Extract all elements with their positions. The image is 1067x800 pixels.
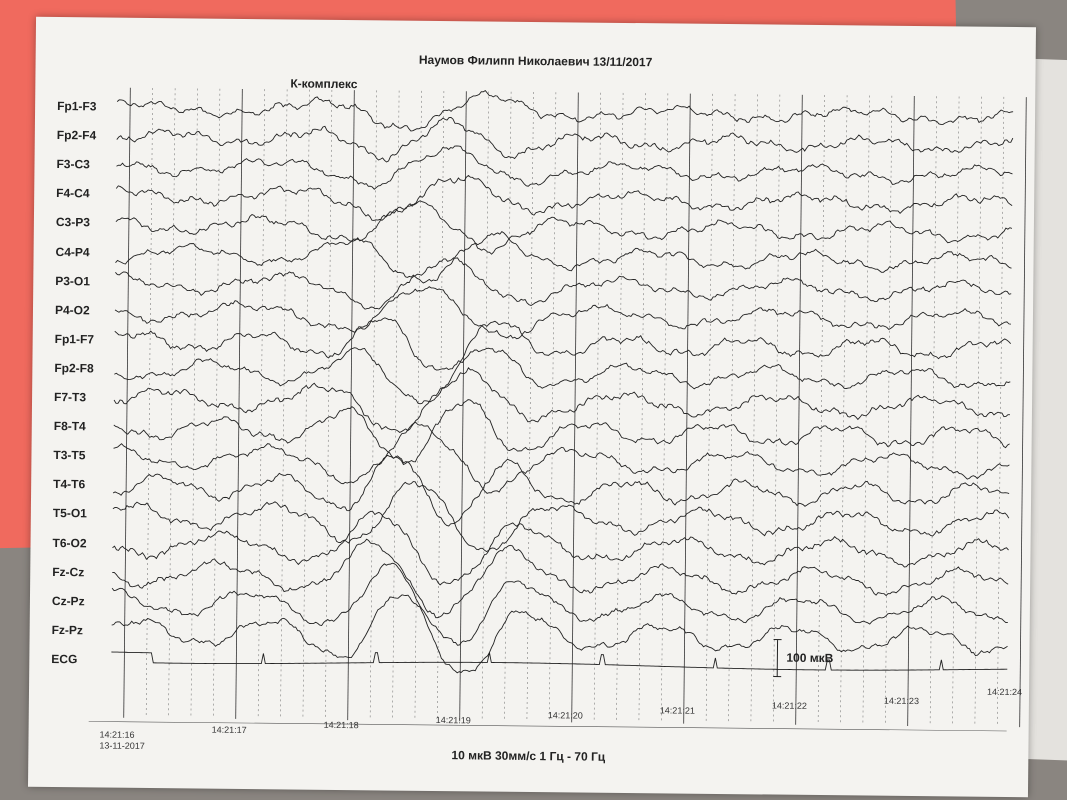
fine-gridline bbox=[616, 93, 623, 723]
time-tick-label bbox=[548, 710, 583, 721]
eeg-trace bbox=[116, 172, 1012, 227]
eeg-trace bbox=[112, 560, 1009, 651]
second-gridline bbox=[348, 90, 355, 720]
channel-label: C3-P3 bbox=[55, 215, 90, 230]
fine-gridline bbox=[213, 89, 220, 719]
fine-gridline bbox=[281, 89, 288, 719]
eeg-trace bbox=[113, 419, 1010, 498]
channel-label: T6-O2 bbox=[52, 535, 87, 550]
channel-label: Fp2-F8 bbox=[54, 360, 94, 376]
fine-gridline bbox=[863, 96, 870, 726]
fine-gridline bbox=[818, 95, 825, 725]
fine-gridline bbox=[706, 94, 713, 724]
channel-label: Fp2-F4 bbox=[56, 128, 97, 143]
eeg-trace bbox=[113, 452, 1010, 531]
channel-label: T5-O1 bbox=[52, 506, 87, 521]
second-gridline bbox=[908, 96, 915, 726]
time-tick-time: 14:21:18 bbox=[323, 719, 359, 731]
eeg-trace bbox=[112, 537, 1009, 624]
fine-gridline bbox=[751, 94, 758, 724]
time-tick-time: 14:21:20 bbox=[547, 710, 583, 721]
eeg-trace bbox=[113, 478, 1010, 557]
channel-label: Fz-Pz bbox=[51, 622, 84, 638]
channel-label: ECG bbox=[51, 651, 78, 667]
time-tick-time: 14:21:23 bbox=[883, 695, 920, 707]
second-gridline bbox=[1020, 97, 1027, 727]
channel-label: T4-T6 bbox=[53, 477, 86, 492]
fine-gridline bbox=[370, 90, 377, 720]
fine-gridline bbox=[437, 91, 444, 721]
patient-title: Наумов Филипп Николаевич 13/11/2017 bbox=[418, 52, 653, 70]
eeg-trace bbox=[117, 87, 1013, 138]
eeg-trace bbox=[111, 592, 1008, 679]
fine-gridline bbox=[773, 95, 780, 725]
fine-gridline bbox=[952, 96, 959, 726]
time-tick-date: 13-11-2017 bbox=[99, 740, 145, 751]
time-tick-label bbox=[324, 720, 359, 731]
fine-gridline bbox=[505, 92, 512, 722]
scale-bar-label: 100 мкВ bbox=[786, 650, 834, 666]
channel-label: Fp1-F7 bbox=[54, 331, 95, 347]
eeg-trace bbox=[113, 396, 1010, 471]
fine-gridline bbox=[146, 88, 153, 718]
second-gridline bbox=[684, 94, 691, 724]
ecg-trace bbox=[111, 649, 1007, 672]
recording-settings: 10 мкВ 30мм/с 1 Гц - 70 Гц bbox=[451, 748, 606, 764]
fine-gridline bbox=[191, 88, 198, 718]
second-gridline bbox=[460, 91, 467, 721]
eeg-trace bbox=[114, 344, 1011, 410]
fine-gridline bbox=[594, 93, 601, 723]
k-complex-annotation: К-комплекс bbox=[290, 76, 358, 92]
scale-bar bbox=[773, 640, 781, 677]
channel-label: Fz-Cz bbox=[52, 564, 85, 579]
time-tick-label bbox=[212, 725, 247, 736]
fine-gridline bbox=[415, 91, 422, 721]
channel-label: F3-C3 bbox=[56, 157, 90, 172]
channel-label: F7-T3 bbox=[54, 389, 87, 405]
time-tick-time: 14:21:16 bbox=[99, 729, 135, 740]
eeg-trace bbox=[112, 509, 1009, 591]
time-tick-time: 14:21:21 bbox=[659, 705, 695, 716]
eeg-printout bbox=[28, 17, 1036, 797]
fine-gridline bbox=[975, 97, 982, 727]
eeg-trace bbox=[116, 142, 1012, 196]
channel-label: T3-T5 bbox=[53, 448, 86, 463]
fine-gridline bbox=[325, 90, 332, 720]
time-tick-time: 14:21:22 bbox=[771, 700, 807, 711]
eeg-trace bbox=[117, 114, 1013, 169]
time-tick-time: 14:21:17 bbox=[211, 724, 247, 736]
channel-label: C4-P4 bbox=[55, 244, 90, 259]
eeg-traces bbox=[28, 17, 1036, 797]
second-gridline bbox=[236, 89, 243, 719]
eeg-trace bbox=[116, 198, 1013, 260]
eeg-trace bbox=[114, 315, 1010, 376]
time-tick-time: 14:21:24 bbox=[986, 686, 1023, 698]
eeg-trace bbox=[115, 283, 1011, 343]
fine-gridline bbox=[169, 88, 176, 718]
channel-label: P4-O2 bbox=[54, 302, 90, 318]
fine-gridline bbox=[885, 96, 892, 726]
time-tick-label bbox=[987, 687, 1022, 698]
channel-label: F8-T4 bbox=[53, 419, 86, 434]
fine-gridline bbox=[393, 91, 400, 721]
fine-gridline bbox=[303, 90, 310, 720]
time-tick-label bbox=[436, 715, 471, 726]
time-tick-label bbox=[660, 705, 695, 716]
channel-label: F4-C4 bbox=[56, 186, 90, 201]
channel-label: Fp1-F3 bbox=[57, 99, 97, 114]
time-tick-label bbox=[884, 696, 919, 707]
fine-gridline bbox=[840, 95, 847, 725]
channel-label: Cz-Pz bbox=[51, 593, 85, 609]
channel-label: P3-O1 bbox=[55, 273, 91, 288]
time-tick-label bbox=[772, 701, 807, 712]
time-tick-time: 14:21:19 bbox=[435, 715, 471, 726]
